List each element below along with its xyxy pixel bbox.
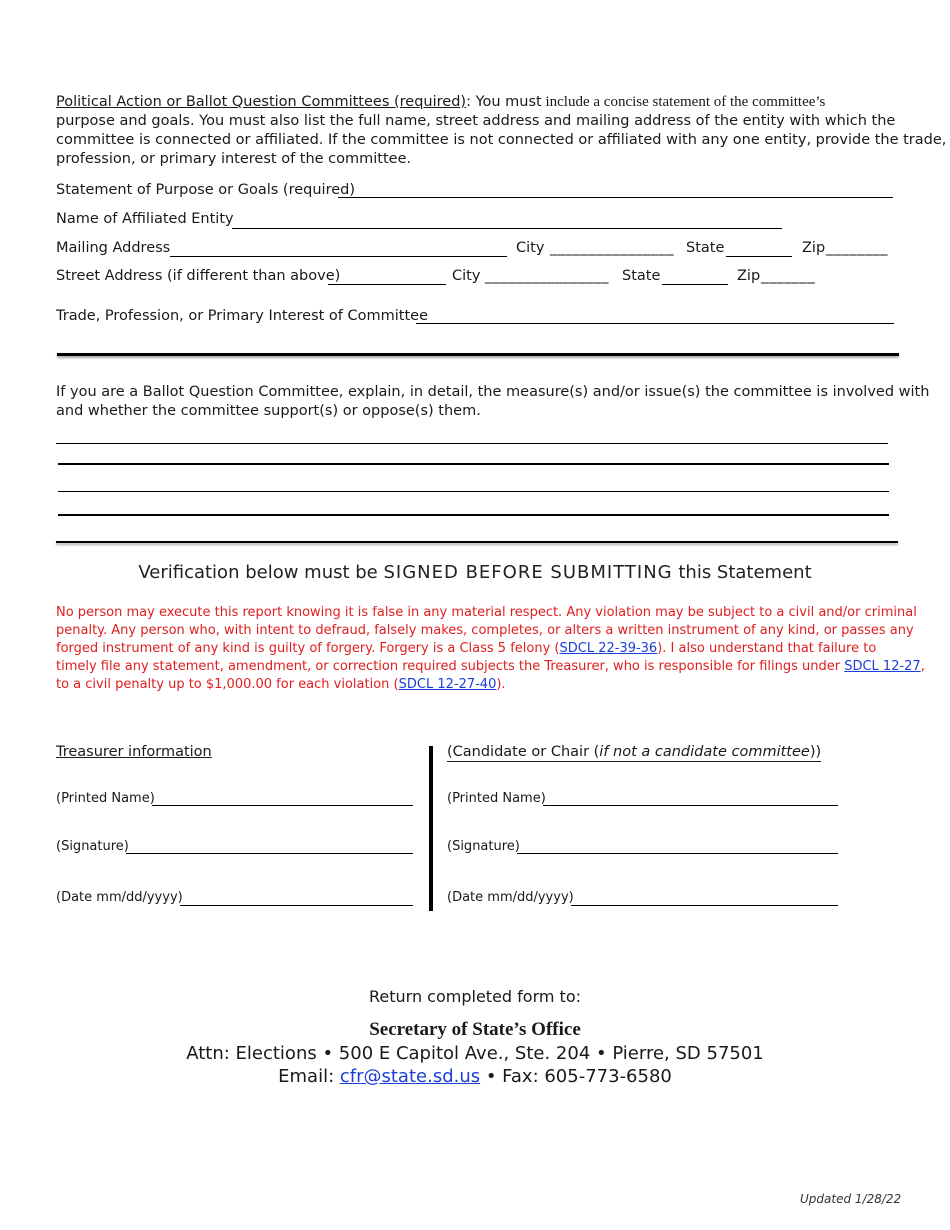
entity-field[interactable]	[232, 228, 782, 229]
state-label: State	[686, 240, 725, 256]
treasurer-heading: Treasurer information	[56, 744, 212, 760]
chair-printed-name-field[interactable]	[543, 805, 838, 806]
verification-title: Verification below must be SIGNED BEFORE SUBMITTING this Statement	[138, 562, 812, 583]
purpose-field[interactable]	[338, 197, 893, 198]
section-divider	[56, 541, 898, 543]
chair-heading: (Candidate or Chair (if not a candidate committee))	[447, 744, 822, 760]
zip-field-2[interactable]: _______	[761, 268, 816, 284]
treasurer-signature-field[interactable]	[126, 853, 413, 854]
ballot-line[interactable]	[58, 491, 889, 492]
treasurer-date-field[interactable]	[180, 905, 413, 906]
sdcl-22-39-36-link[interactable]: SDCL 22-39-36	[559, 641, 658, 656]
city-field[interactable]: ________________	[550, 240, 674, 256]
section-divider	[57, 353, 899, 356]
office-name: Secretary of State’s Office	[369, 1019, 581, 1040]
chair-date-field[interactable]	[571, 905, 838, 906]
return-label: Return completed form to:	[369, 987, 581, 1006]
chair-printed-name-label: (Printed Name)	[447, 791, 546, 806]
city-label: City	[516, 240, 545, 256]
purpose-label: Statement of Purpose or Goals (required)	[56, 182, 355, 198]
sdcl-12-27-40-link[interactable]: SDCL 12-27-40	[398, 677, 497, 692]
treasurer-date-label: (Date mm/dd/yyyy)	[56, 890, 183, 905]
trade-label: Trade, Profession, or Primary Interest of Committee	[56, 308, 429, 324]
entity-label: Name of Affiliated Entity	[56, 211, 234, 227]
state-field[interactable]	[726, 256, 792, 257]
treasurer-printed-name-label: (Printed Name)	[56, 791, 155, 806]
treasurer-signature-label: (Signature)	[56, 839, 129, 854]
city-field-2[interactable]: ________________	[485, 268, 609, 284]
city-label-2: City	[452, 268, 481, 284]
email-link[interactable]: cfr@state.sd.us	[339, 1066, 481, 1087]
chair-signature-label: (Signature)	[447, 839, 520, 854]
committee-heading: Political Action or Ballot Question Committees (required)	[56, 94, 467, 110]
ballot-line[interactable]	[58, 514, 889, 516]
column-divider	[429, 746, 433, 911]
chair-date-label: (Date mm/dd/yyyy)	[447, 890, 574, 905]
street-field[interactable]	[328, 284, 446, 285]
ballot-line[interactable]	[58, 463, 889, 465]
committee-intro: Political Action or Ballot Question Committees (required): You must include a concise statement of the committee’s purpose and goals. You must also list the full name, street address and mailing address of the entity with which the committee is connected or affiliated. If the committee is not connected or affiliated with any one entity, provide the trade, profession, or primary interest of the committee.	[56, 94, 947, 167]
ballot-instructions: If you are a Ballot Question Committee, explain, in detail, the measure(s) and/or issue(s) the committee is involved with and whether the committee support(s) or oppose(s) them.	[56, 384, 930, 419]
office-address: Attn: Elections • 500 E Capitol Ave., Ste. 204 • Pierre, SD 57501	[186, 1043, 764, 1064]
mailing-field[interactable]	[170, 256, 507, 257]
treasurer-printed-name-field[interactable]	[152, 805, 413, 806]
verification-notice: No person may execute this report knowing it is false in any material respect. Any violation may be subject to a civil and/or criminal penalty. Any person who, with intent to defraud, falsely makes, completes, or alters a written instrument of any kind, or passes any forged instrument of any kind is guilty of forgery. Forgery is a Class 5 felony (SDCL 22-39-36). I also understand that failure to timely file any statement, amendment, or correction required subjects the Treasurer, who is responsible for filings under SDCL 12-27, to a civil penalty up to $1,000.00 for each violation (SDCL 12-27-40).	[56, 605, 925, 692]
mailing-label: Mailing Address	[56, 240, 171, 256]
ballot-line[interactable]	[56, 443, 888, 444]
sdcl-12-27-link[interactable]: SDCL 12-27	[844, 659, 921, 674]
zip-label: Zip	[802, 240, 826, 256]
state-label-2: State	[622, 268, 661, 284]
street-label: Street Address (if different than above)	[56, 268, 341, 284]
contact-line: Email: cfr@state.sd.us • Fax: 605-773-6580	[278, 1066, 672, 1087]
trade-field[interactable]	[416, 323, 894, 324]
zip-label-2: Zip	[737, 268, 761, 284]
updated-date: Updated 1/28/22	[800, 1192, 902, 1206]
state-field-2[interactable]	[662, 284, 728, 285]
zip-field[interactable]: ________	[826, 240, 888, 256]
chair-signature-field[interactable]	[517, 853, 838, 854]
